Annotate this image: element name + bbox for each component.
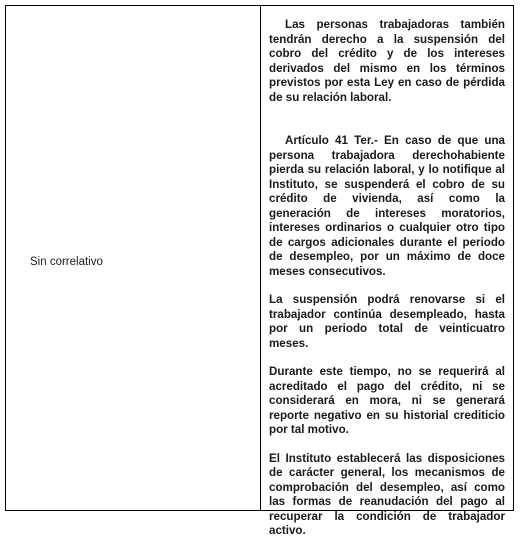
comparison-table (5, 5, 514, 537)
paragraph-no-payment-required: Durante este tiempo, no se requerirá al acreditado el pago del crédito, ni se considerará en mora, ni se generará reporte negativo en su historial crediticio por tal motivo. (269, 365, 505, 436)
paragraph-suspension-right: Las personas trabajadoras también tendrán derecho a la suspensión del cobro del crédito y de los intereses derivados del mismo en los términos previstos por esta Ley en caso de pérdida de su relación laboral. (269, 18, 505, 104)
paragraph-article-41-ter: Artículo 41 Ter.- En caso de que una persona trabajadora derechohabiente pierda su relación laboral, y lo notifique al Instituto, se suspenderá el cobro de su crédito de vivienda, así como la generación de intereses moratorios, intereses ordinarios o cualquier otro tipo de cargos adicionales durante el periodo de desempleo, por un máximo de doce meses consecutivos. (269, 134, 505, 278)
paragraph-institute-provisions: El Instituto establecerá las disposiciones de carácter general, los mecanismos de comprobación del desempleo, así como las formas de reanudación del pago al recuperar la condición de trabajador activo. (269, 451, 505, 537)
left-column-text: Sin correlativo (30, 256, 103, 268)
right-column-cell (261, 6, 513, 537)
left-column-cell (6, 6, 261, 510)
paragraph-renewal: La suspensión podrá renovarse si el trabajador continúa desempleado, hasta por un periodo total de veinticuatro meses. (269, 293, 505, 350)
